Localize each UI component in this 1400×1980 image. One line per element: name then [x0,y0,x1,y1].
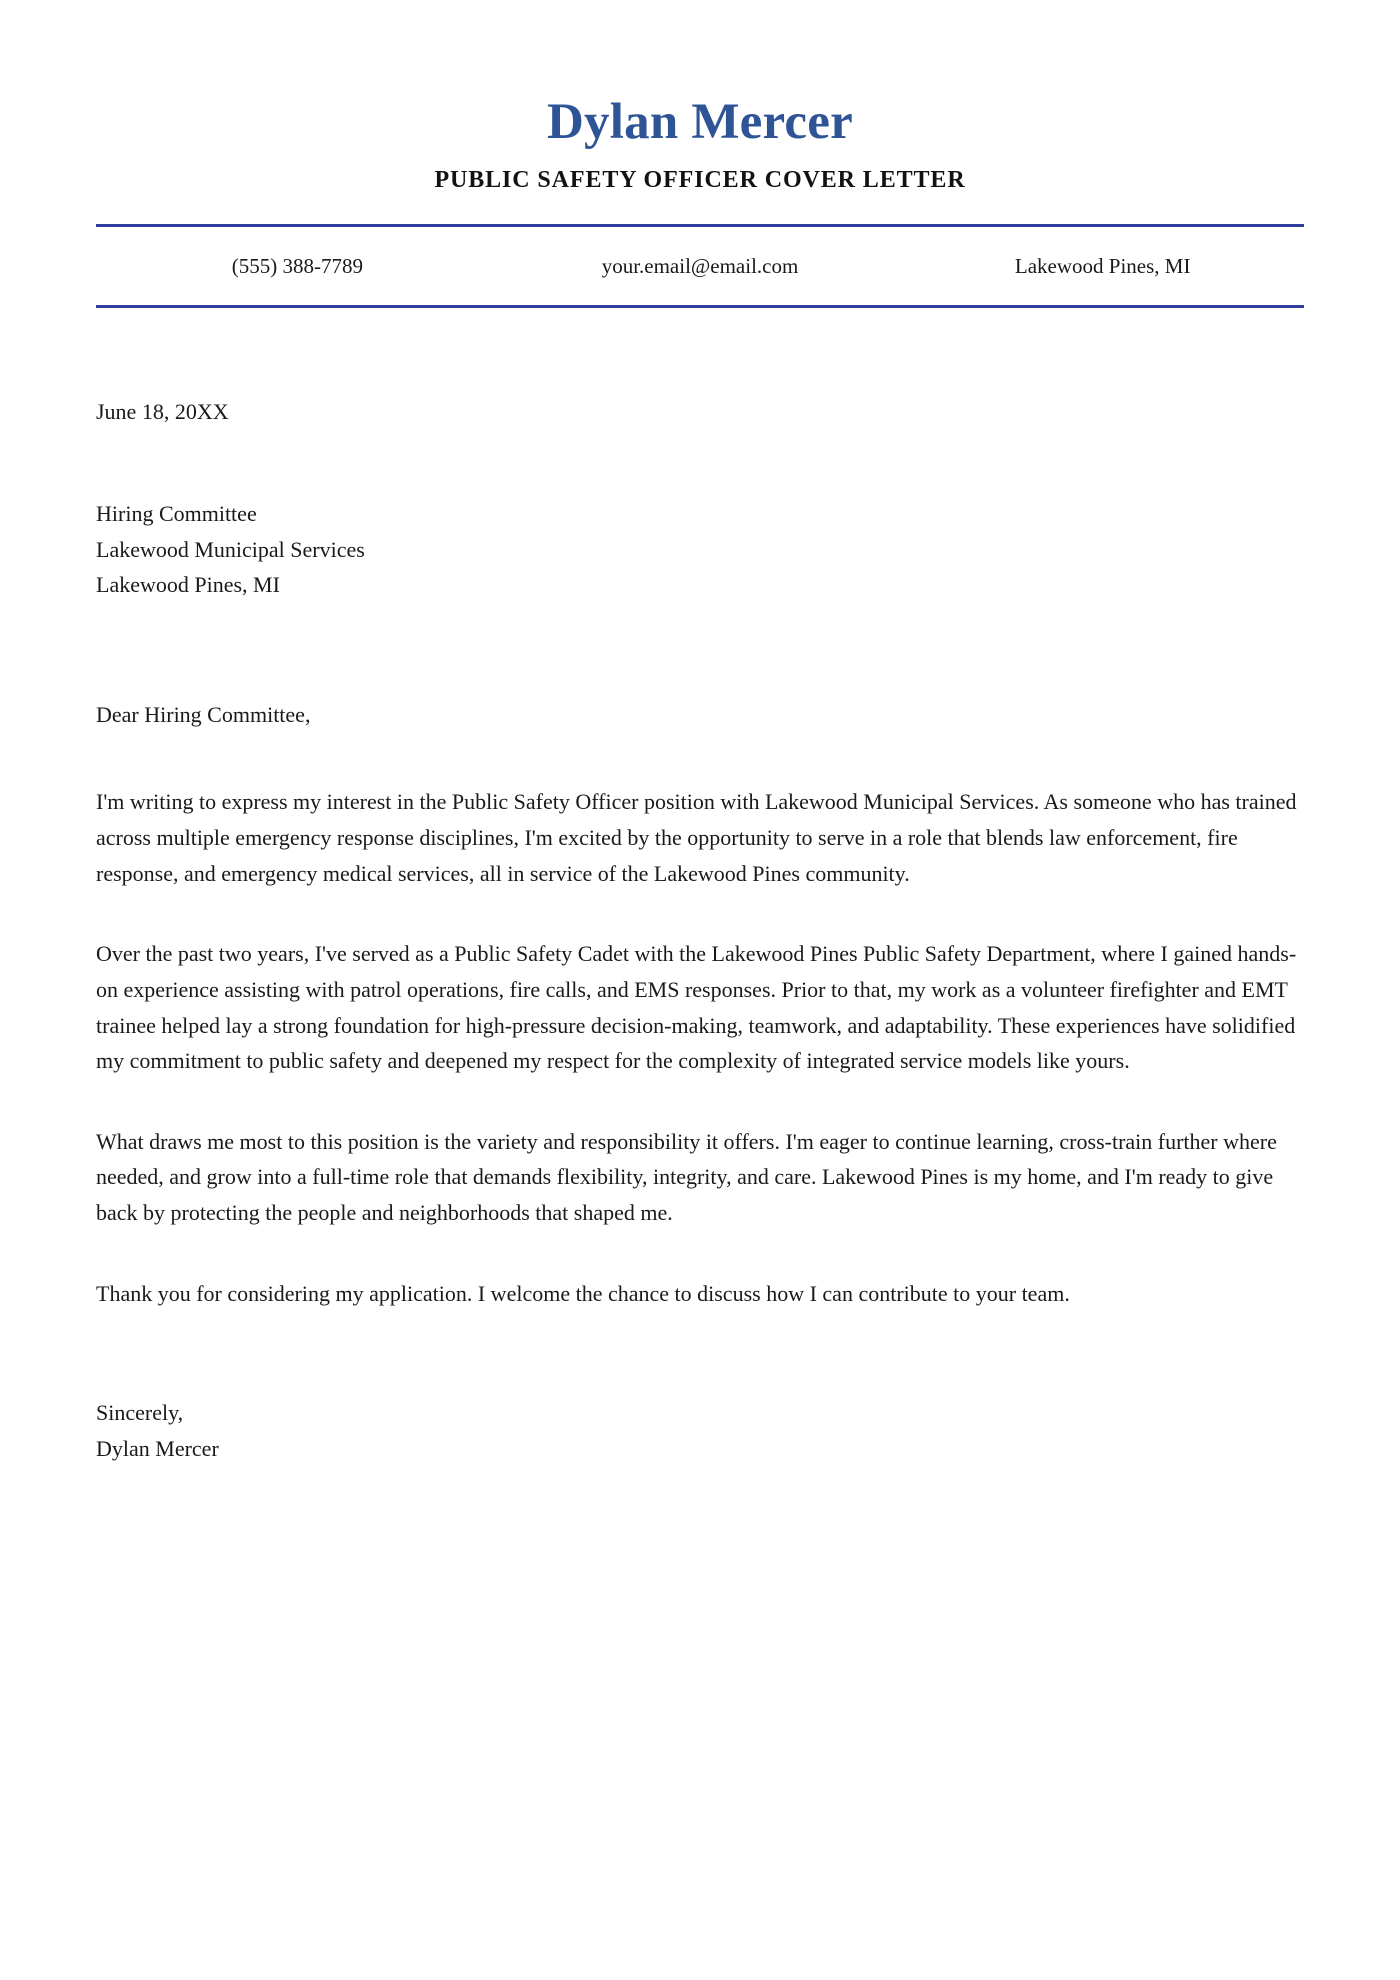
contact-email: your.email@email.com [601,253,799,278]
body-paragraph: I'm writing to express my interest in the Public Safety Officer position with Lakewood Municipal Services. As someone who has trained across multiple emergency response disciplines, I'm excited by the opportunity to serve in a role that blends law enforcement, fire response, and emergency medical services, all in service of the Lakewood Pines community. [96,789,1297,886]
signature-name: Dylan Mercer [96,1435,219,1461]
letter-body [96,308,1304,1466]
recipient-location: Lakewood Pines, MI [96,572,280,598]
salutation: Dear Hiring Committee, [96,701,311,727]
contact-bar [96,227,1304,305]
recipient-organization: Lakewood Municipal Services [96,536,365,562]
body-paragraph: What draws me most to this position is the variety and responsibility it offers. I'm eager to continue learning, cross-train further where needed, and grow into a full-time role that demands flexibility, integrity, and care. Lakewood Pines is my home, and I'm ready to give back by protecting the people and neighborhoods that shaped me. [96,1128,1277,1226]
page-title: Dylan Mercer [547,94,853,150]
document-subtitle: PUBLIC SAFETY OFFICER COVER LETTER [434,166,966,193]
recipient-block [96,496,1304,603]
letter-header [96,0,1304,194]
closing-block [96,1395,1304,1466]
contact-phone: (555) 388-7789 [231,253,363,278]
letter-date: June 18, 20XX [96,399,229,425]
body-paragraph: Thank you for considering my application. I welcome the chance to discuss how I can contribute to your team. [96,1280,1070,1306]
valediction: Sincerely, [96,1400,184,1426]
recipient-name: Hiring Committee [96,500,257,526]
contact-location: Lakewood Pines, MI [1014,253,1191,278]
body-paragraph: Over the past two years, I've served as a Public Safety Cadet with the Lakewood Pines Public Safety Department, where I gained hands-on experience assisting with patrol operations, fire calls, and EMS responses. Prior to that, my work as a volunteer firefighter and EMT trainee helped lay a strong foundation for high-pressure decision-making, teamwork, and adaptability. These experiences have solidified my commitment to public safety and deepened my respect for the complexity of integrated service models like yours. [96,941,1297,1074]
